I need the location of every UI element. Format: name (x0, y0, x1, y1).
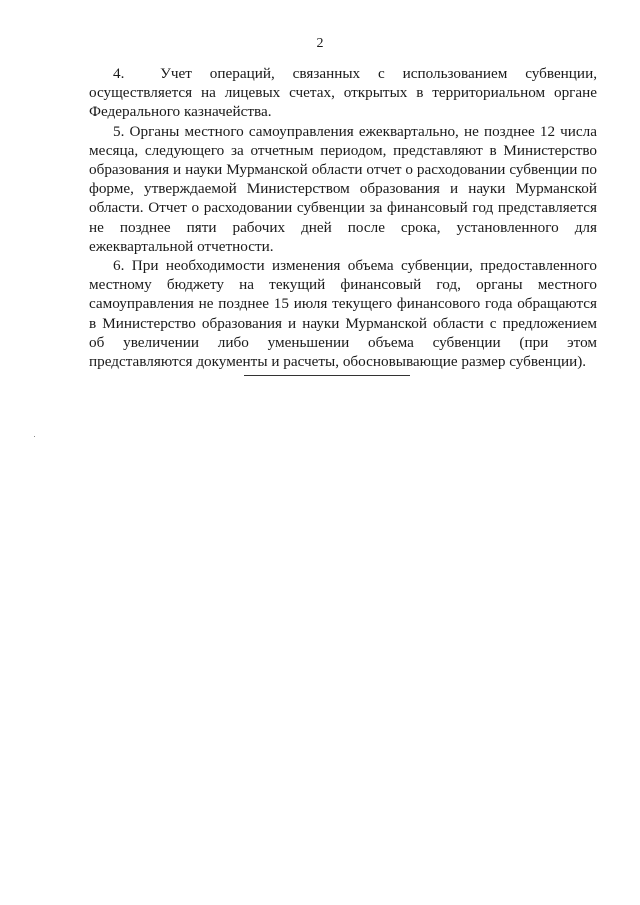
paragraph-6: 6. При необходимости изменения объема субвенции, предоставленного местному бюджету на текущий финансовый год, органы местного самоуправления не позднее 15 июля текущего финансового года обращаются в Министерство образования и науки Мурманской области с предложением об увеличении либо уменьшении объема субвенции (при этом представляются документы и расчеты, обосновывающие размер субвенции). (89, 257, 597, 371)
end-divider-line (244, 375, 410, 376)
page-number: 2 (316, 36, 324, 51)
scan-speck (34, 436, 35, 437)
document-body (89, 64, 597, 371)
paragraph-4: 4. Учет операций, связанных с использованием субвенции, осуществляется на лицевых счетах, открытых в территориальном органе Федерального казначейства. (89, 65, 597, 121)
paragraph-5: 5. Органы местного самоуправления ежеквартально, не позднее 12 числа месяца, следующего за отчетным периодом, представляют в Министерство образования и науки Мурманской области отчет о расходовании субвенции по форме, утверждаемой Министерством образования и науки Мурманской области. Отчет о расходовании субвенции за финансовый год представляется не позднее пяти рабочих дней после срока, установленного для ежеквартальной отчетности. (89, 122, 597, 255)
